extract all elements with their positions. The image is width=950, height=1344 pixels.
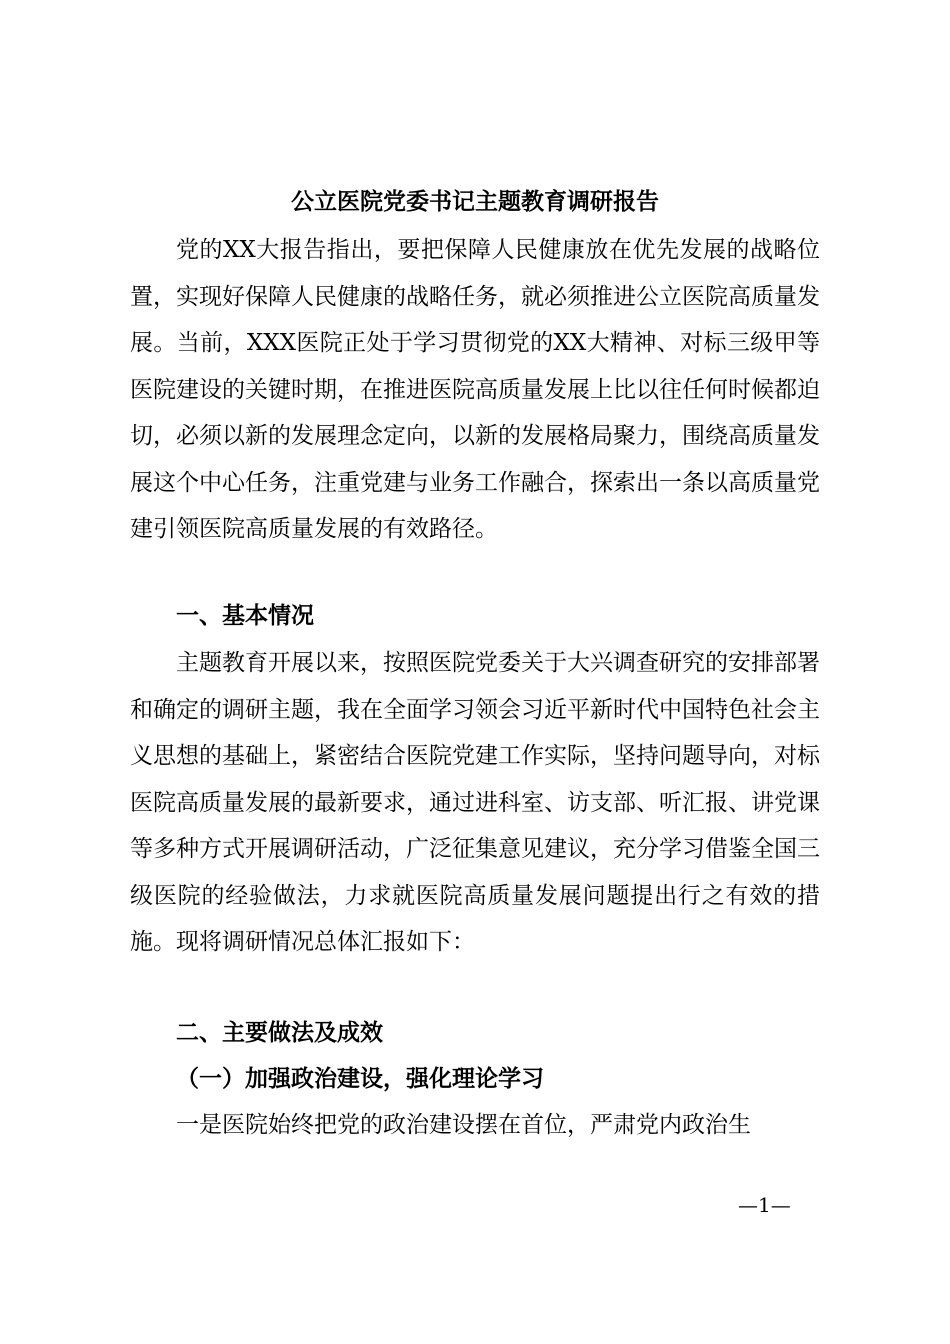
subsection-heading-political-building: （一）加强政治建设，强化理论学习 — [176, 1065, 544, 1092]
basic-situation-paragraph: 主题教育开展以来，按照医院党委关于大兴调查研究的安排部署和确定的调研主题，我在全面学习领会习近平新时代中国特色社会主义思想的基础上，紧密结合医院党建工作实际，坚持问题导向，对标医院高质量发展的最新要求，通过进科室、访支部、听汇报、讲党课等多种方式开展调研活动，广泛征集意见建议，充分学习借鉴全国三级医院的经验做法，力求就医院高质量发展问题提出行之有效的措施。现将调研情况总体汇报如下： — [130, 650, 820, 955]
page-number: —1— — [738, 1193, 791, 1217]
document-title: 公立医院党委书记主题教育调研报告 — [291, 188, 659, 215]
section-heading-basic-situation: 一、基本情况 — [176, 603, 314, 629]
section-heading-main-practices: 二、主要做法及成效 — [176, 1020, 383, 1046]
political-building-paragraph: 一是医院始终把党的政治建设摆在首位，严肃党内政治生 — [176, 1112, 751, 1138]
intro-paragraph: 党的XX大报告指出，要把保障人民健康放在优先发展的战略位置，实现好保障人民健康的战略任务，就必须推进公立医院高质量发展。当前，XXX医院正处于学习贯彻党的XX大精神、对标三级甲等医院建设的关键时期，在推进医院高质量发展上比以往任何时候都迫切，必须以新的发展理念定向，以新的发展格局聚力，围绕高质量发展这个中心任务，注重党建与业务工作融合，探索出一条以高质量党建引领医院高质量发展的有效路径。 — [130, 237, 820, 542]
